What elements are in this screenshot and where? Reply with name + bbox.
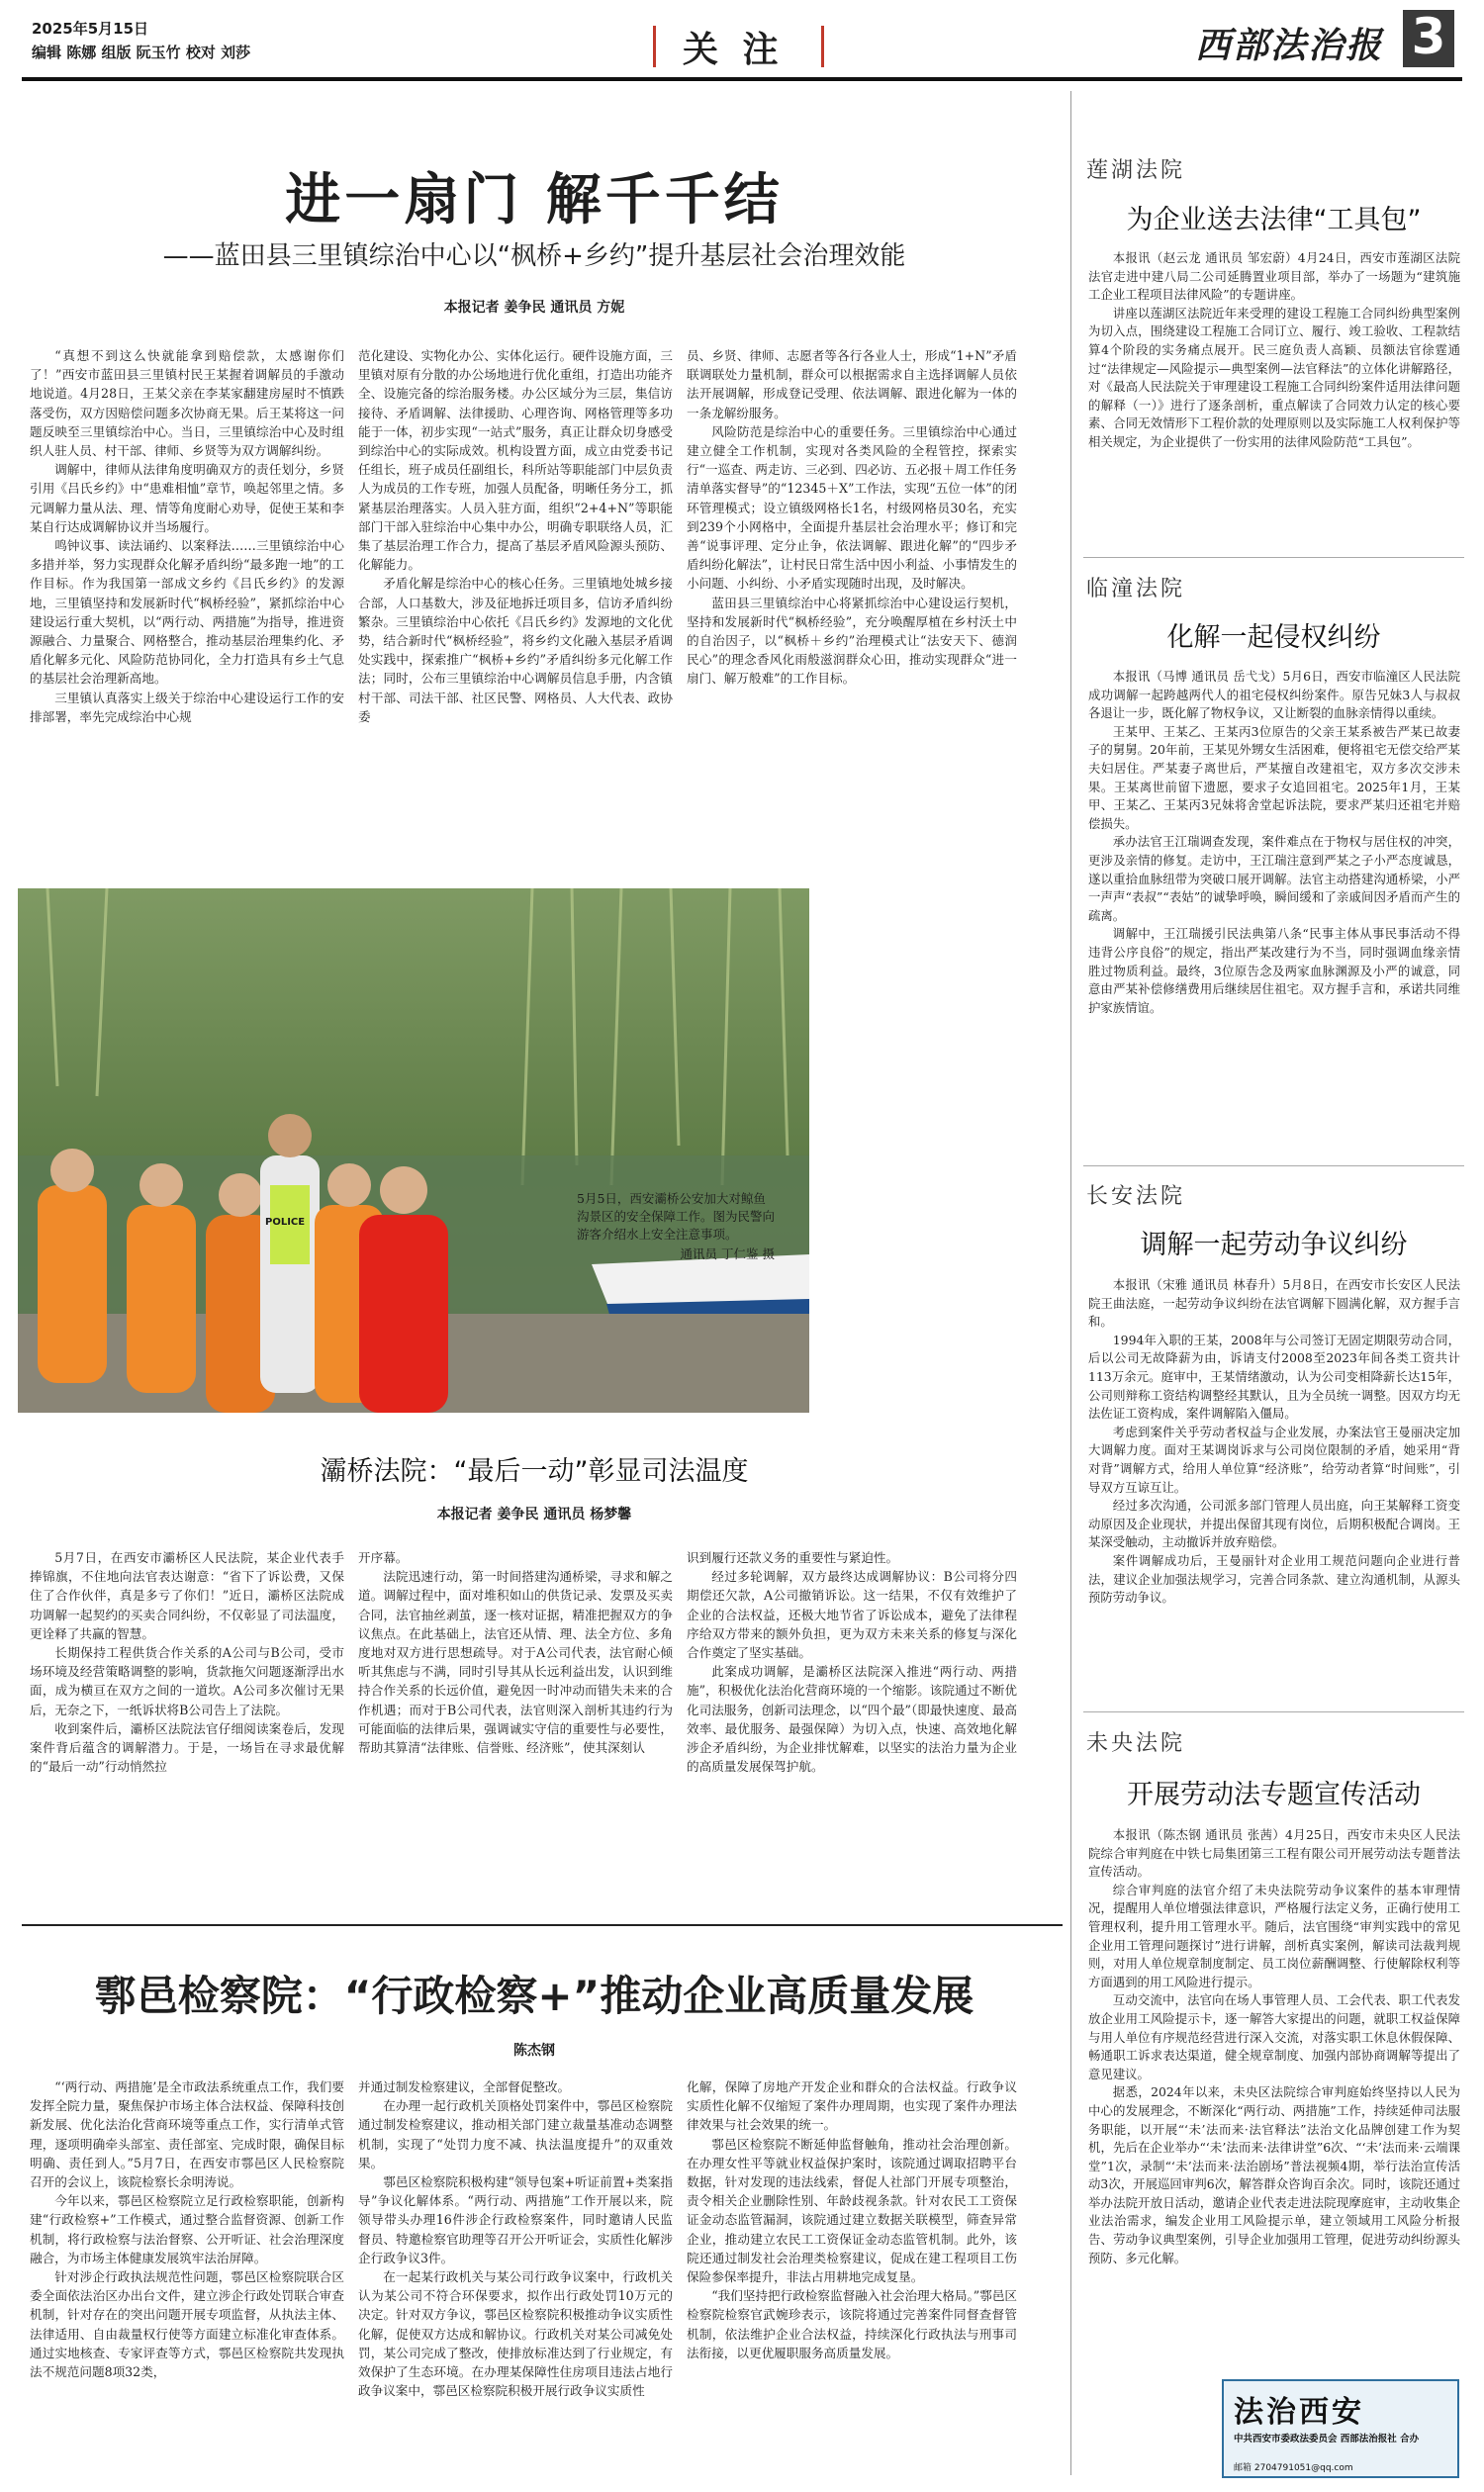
changan-court-label: 长安法院 [1086,1184,1186,1209]
weiyang-paragraph: 互动交流中，法官向在场人事管理人员、工会代表、职工代表发放企业用工风险提示卡，逐一解答大家提出的问题，就职工权益保障与用人单位有序规范经营进行深入交流，对落实职工休息休假保障、畅通职工诉求表达渠道，健全规章制度、加强内部协商调解等提出了意见建议。 [1088,1992,1460,2081]
lead-byline: 本报记者 姜争民 通讯员 方妮 [443,300,625,316]
lead-paragraph: 范化建设、实物化办公、实体化运行。硬件设施方面，三里镇对原有分散的办公场地进行优化重组，打造出功能齐全、设施完备的综治服务楼。办公区域分为三层，集信访接待、矛盾调解、法律援助、心理咨询、网格管理等多功能于一体，初步实现“一站式”服务，真正让群众切身感受到综治中心的实际成效。机构设置方面，成立由党委书记任组长，班子成员任副组长，科所站等职能部门中层负责人为成员的工作专班，加强人员配备，明晰任务分工，抓紧基层治理落实。人员入驻方面，组织“2+4+N”等职能部门干部入驻综治中心集中办公，明确专职联络人员，汇集了基层治理工作合力，提高了基层矛盾风险源头预防、化解能力。 [358,348,673,573]
weiyang-paragraph: 据悉，2024年以来，未央区法院综合审判庭始终坚持以人民为中心的发展理念，不断深化“两行动、两措施”工作，持续延伸司法服务职能，以开展“‘未’法而来·法官释法”法治文化品牌创建工作为契机，先后在企业举办“‘未’法而来·法律讲堂”6次、“‘未’法而来·云端课堂”1次，录制“‘未’法而来·法治剧场”普法视频4期，举行法治宣传活动3次，开展巡回审判6次，解答群众咨询百余次。同时，该院还通过举办法院开放日活动，邀请企业代表走进法院现摩庭审，主动收集企业法治需求，编发企业用工风险提示单，建立领域用工风险分析报告、劳动争议典型案例，引导企业加强用工管理，促进劳动纠纷源头预防、多元化解。 [1088,2084,1460,2265]
baqiao-paragraph: 经过多轮调解，双方最终达成调解协议：B公司将分四期偿还欠款，A公司撤销诉讼。这一结果，不仅有效维护了企业的合法权益，还极大地节省了诉讼成本，避免了法律程序给双方带来的额外负担，更为双方未来关系的修复与深化合作奠定了坚实基础。 [687,1569,1017,1661]
baqiao-title: 灞桥法院：“最后一动”彰显司法温度 [320,1456,749,1487]
ad-publisher: 中共西安市委政法委员会 西部法治报社 合办 [1234,2434,1420,2445]
huyi-title: 鄠邑检察院：“行政检察+”推动企业高质量发展 [94,1972,974,2020]
right-divider [1083,1711,1464,1712]
lead-column-3 [687,346,1017,859]
baqiao-paragraph: 开序幕。 [358,1550,409,1565]
section-divider-right [821,26,824,67]
huyi-paragraph: “我们坚持把行政检察监督融入社会治理大格局。”鄠邑区检察院检察官武婉珍表示，该院将通过完善案件同督查督管机制，依法维护企业合法权益，持续深化行政执法与刑事司法衔接，以更优履职服务高质量发展。 [687,2288,1017,2360]
lintong-body [1088,668,1460,1113]
baqiao-column-3 [687,1548,1017,1914]
huyi-column-2 [358,2077,673,2478]
huyi-column-3 [687,2077,1017,2478]
huyi-paragraph: 今年以来，鄠邑区检察院立足行政检察职能，创新构建“行政检察+”工作模式，通过整合监督资源、创新工作机制，将行政检察与法治督察、公开听证、社会治理深度融合，为市场主体健康发展筑牢法治屏障。 [30,2193,344,2265]
changan-paragraph: 1994年入职的王某，2008年与公司签订无固定期限劳动合同，后以公司无故降薪为由，诉请支付2008至2023年间各类工资共计113万余元。庭审中，王某情绪激动，认为公司变相降薪长达15年，公司则辩称工资结构调整经其默认，且为全员统一调整。因双方均无法佐证工资构成，案件调解陷入僵局。 [1088,1332,1460,1422]
baqiao-paragraph: 长期保持工程供货合作关系的A公司与B公司，受市场环境及经营策略调整的影响，货款拖欠问题逐渐浮出水面，成为横亘在双方之间的一道坎。A公司多次催讨无果后，无奈之下，一纸诉状将B公司告上了法院。 [30,1645,344,1717]
huyi-column-1 [30,2077,344,2478]
changan-body [1088,1276,1460,1672]
baqiao-paragraph: 法院迅速行动，第一时间搭建沟通桥梁，寻求和解之道。调解过程中，面对堆积如山的供货记录、发票及买卖合同，法官抽丝剥茧，逐一核对证据，精准把握双方的争议焦点。在此基础上，法官还从情、理、法全方位、多角度地对双方进行思想疏导。对于A公司代表，法官耐心倾听其焦虑与不满，同时引导其从长远利益出发，认识到维持合作关系的长远价值，避免因一时冲动而错失未来的合作机遇；而对于B公司代表，法官则深入剖析其违约行为可能面临的法律后果，强调诚实守信的重要性与必要性，帮助其算清“法律账、信誉账、经济账”，使其深刻认 [358,1569,673,1756]
changan-paragraph: 本报讯（宋雅 通讯员 林春升）5月8日，在西安市长安区人民法院王曲法庭，一起劳动争议纠纷在法官调解下圆满化解，双方握手言和。 [1088,1277,1460,1330]
baqiao-column-2 [358,1548,673,1914]
changan-title: 调解一起劳动争议纠纷 [1140,1230,1408,1260]
lead-paragraph: 调解中，律师从法律角度明确双方的责任划分，乡贤引用《吕氏乡约》中“患难相恤”章节，唤起邻里之情。多元调解力量从法、理、情等角度耐心劝导，促使王某和李某自行达成调解协议并当场履行。 [30,462,344,534]
huyi-paragraph: 鄠邑区检察院不断延伸监督触角，推动社会治理创新。在办理女性平等就业权益保护案时，该院通过调取招聘平台数据，针对发现的违法线索，督促人社部门开展专项整治，责令相关企业删除性别、年龄歧视条款。针对农民工工资保证金动态监管漏洞，该院通过建立数据关联模型，筛查异常企业，推动建立农民工工资保证金动态监管机制。此外，该院还通过制发社会治理类检察建议，促成在建工程项目工伤保险参保率提升，非法占用耕地完成复垦。 [687,2136,1017,2285]
paper-name-logo: 西部法治报 [1195,25,1384,66]
huyi-byline: 陈杰钢 [513,2043,555,2059]
lead-column-1 [30,346,344,859]
column-divider [1070,91,1071,2475]
lead-paragraph: 鸣钟议事、读法诵约、以案释法……三里镇综治中心多措并举，努力实现群众化解矛盾纠纷“最多跑一地”的工作目标。作为我国第一部成文乡约《吕氏乡约》的发源地，三里镇坚持和发展新时代“枫桥经验”，紧抓综治中心建设运行重大契机，以“两行动、两措施”为指导，推进资源融合、力量聚合、网格整合，推动基层治理集约化、矛盾化解多元化、风险防范协同化，全力打造具有乡土气息的基层社会治理新高地。 [30,538,344,687]
lead-paragraph: 员、乡贤、律师、志愿者等各行各业人士，形成“1+N”矛盾联调联处力量机制，群众可以根据需求自主选择调解人员依法开展调解，形成登记受理、依法调解、跟进化解为一体的一条龙解纷服务。 [687,348,1017,420]
weiyang-paragraph: 综合审判庭的法官介绍了未央法院劳动争议案件的基本审理情况，提醒用人单位增强法律意识，严格履行法定义务，正确行使用工管理权利，提升用工管理水平。随后，法官围绕“审判实践中的常见企业用工管理问题探讨”进行讲解，剖析真实案例，解读司法裁判规则，对用人单位规章制度制定、员工岗位薪酬调整、行使解除权利等方面遇到的用工风险进行提示。 [1088,1882,1460,1989]
lead-paragraph: 三里镇认真落实上级关于综治中心建设运行工作的安排部署，率先完成综治中心规 [30,690,344,724]
baqiao-paragraph: 识到履行还款义务的重要性与紧迫性。 [687,1550,899,1565]
lead-paragraph: “真想不到这么快就能拿到赔偿款，太感谢你们了！”西安市蓝田县三里镇村民王某握着调解员的手激动地说道。4月28日，王某父亲在李某家翻建房屋时不慎跌落受伤，双方因赔偿问题多次协商无果。后王某将这一问题反映至三里镇综治中心。当日，三里镇综治中心及时组织人驻人员、村干部、律师、乡贤等为双方调解纠纷。 [30,348,344,459]
lianhu-court-label: 莲湖法院 [1086,158,1186,183]
changan-paragraph: 考虑到案件关乎劳动者权益与企业发展，办案法官王曼丽决定加大调解力度。面对王某调岗诉求与公司岗位限制的矛盾，她采用“背对背”调解方式，给用人单位算“经济账”，给劳动者算“时间账”，引导双方互谅互让。 [1088,1424,1460,1495]
issue-date: 2025年5月15日 [32,20,149,38]
lead-paragraph: 风险防范是综治中心的重要任务。三里镇综治中心通过建立健全工作机制，实现对各类风险的全程管控，探索实行“一巡查、两走访、三必到、四必访、五必报＋周工作任务清单落实督导”的“12345＋X”工作法，实现“五位一体”的闭环管理模式；设立镇级网格长1名，村级网格员30名，充实到239个小网格中，全面提升基层社会治理水平；修订和完善“说事评理、定分止争，依法调解、跟进化解”的“四步矛盾纠纷化解法”，让村民日常生活中因小利益、小事情发生的小问题、小纠纷、小矛盾实现随时出现，及时解决。 [687,423,1017,592]
lead-title: 进一扇门 解千千结 [285,168,784,232]
weiyang-body [1088,1826,1460,2380]
masthead-rule [22,77,1462,81]
lead-paragraph: 矛盾化解是综治中心的核心任务。三里镇地处城乡接合部，人口基数大，涉及征地拆迁项目多，信访矛盾纠纷繁杂。三里镇综治中心依托《吕氏乡约》发源地的文化优势，结合新时代“枫桥经验”，将乡约文化融入基层矛盾调处实践中，探索推广“枫桥+乡约”矛盾纠纷多元化解工作法；同时，公布三里镇综治中心调解员信息手册，内含镇村干部、司法干部、社区民警、网格员、人大代表、政协委 [358,576,673,724]
changan-paragraph: 案件调解成功后，王曼丽针对企业用工规范问题向企业进行普法，建议企业加强法规学习，完善合同条款、建立沟通机制，从源头预防劳动争议。 [1088,1552,1460,1606]
right-divider [1083,1165,1464,1166]
huyi-paragraph: “‘两行动、两措施’是全市政法系统重点工作，我们要发挥全院力量，聚焦保护市场主体合法权益、保障科技创新发展、优化法治化营商环境等重点工作，实行清单式管理，逐项明确牵头部室、责任部室、完成时限，确保目标明确、责任到人。”5月7日，在西安市鄠邑区人民检察院召开的会议上，该院检察长余明涛说。 [30,2079,344,2190]
section-divider-left [653,26,656,67]
lintong-court-label: 临潼法院 [1086,577,1186,601]
photo-credit: 通讯员 丁仁鉴 摄 [680,1246,775,1261]
baqiao-column-1 [30,1548,344,1914]
baqiao-paragraph: 收到案件后，灞桥区法院法官仔细阅读案卷后，发现案件背后蕴含的调解潜力。于是，一场旨在寻求最优解的“最后一动”行动悄然拉 [30,1720,344,1775]
lintong-title: 化解一起侵权纠纷 [1166,622,1381,653]
ad-contact: 邮箱 2704791051@qq.com [1234,2463,1353,2473]
fazhi-xian-ad [1222,2379,1459,2478]
lintong-paragraph: 承办法官王江瑞调查发现，案件难点在于物权与居住权的冲突，更涉及亲情的修复。走访中，王江瑞注意到严某之子小严态度诚恳，遂以重拾血脉纽带为突破口展开调解。法官主动搭建沟通桥梁，小严一声声“表叔”“表姑”的诚挚呼唤，瞬间缓和了亲戚间因矛盾而产生的疏离。 [1088,834,1460,923]
lintong-paragraph: 调解中，王江瑞援引民法典第八条“民事主体从事民事活动不得违背公序良俗”的规定，指出严某改建行为不当，同时强调血缘亲情胜过物质利益。最终，3位原告念及两家血脉渊源及小严的诚意，同意由严某补偿修缮费用后继续居住祖宅。双方握手言和，承诺共同维护家族情谊。 [1088,926,1460,1015]
lianhu-paragraph: 本报讯（赵云龙 通讯员 邹宏蔚）4月24日，西安市莲湖区法院法官走进中建八局二公司延腾置业项目部，举办了一场题为“建筑施工企业工程项目法律风险”的专题讲座。 [1088,250,1460,303]
lead-column-2 [358,346,673,859]
huyi-paragraph: 在办理一起行政机关顶格处罚案件中，鄠邑区检察院通过制发检察建议，推动相关部门建立裁量基准动态调整机制，实现了“处罚力度不减、执法温度提升”的双重效果。 [358,2098,673,2170]
masthead [0,0,1484,79]
section-rule [22,1924,1063,1926]
photo-caption [577,1190,775,1263]
news-photo [18,888,809,1413]
weiyang-court-label: 未央法院 [1086,1731,1186,1756]
right-divider [1083,557,1464,558]
huyi-paragraph: 针对涉企行政执法规范性问题，鄠邑区检察院联合区委全面依法治区办出台文件，建立涉企行政处罚联合审查机制，针对存在的突出问题开展专项监督，从执法主体、法律适用、自由裁量权行使等方面建立标准化审查体系。通过实地核查、专家评查等方式，鄠邑区检察院共发现执法不规范问题8项32类， [30,2269,344,2380]
huyi-paragraph: 化解，保障了房地产开发企业和群众的合法权益。行政争议实质性化解不仅缩短了案件办理周期，也实现了案件办理法律效果与社会效果的统一。 [687,2079,1017,2133]
baqiao-byline: 本报记者 姜争民 通讯员 杨梦馨 [436,1507,632,1523]
photo-caption-text: 5月5日，西安灞桥公安加大对鲸鱼沟景区的安全保障工作。图为民警向游客介绍水上安全注意事项。 [577,1191,776,1242]
changan-paragraph: 经过多次沟通，公司派多部门管理人员出庭，向王某解释工资变动原因及企业现状，并提出保留其现有岗位，后期积极配合调岗。王某深受触动，主动撤诉并放弃赔偿。 [1088,1498,1460,1550]
weiyang-paragraph: 本报讯（陈杰钢 通讯员 张茜）4月25日，西安市未央区人民法院综合审判庭在中铁七局集团第三工程有限公司开展劳动法专题普法宣传活动。 [1088,1827,1460,1880]
lead-paragraph: 蓝田县三里镇综治中心将紧抓综治中心建设运行契机，坚持和发展新时代“枫桥经验”，充分唤醒厚植在乡村沃土中的自治因子，以“枫桥＋乡约”治理模式让“法安天下、德润民心”的理念香风化雨般滋润群众心田，推动实现群众“进一扇门、解万般难”的工作目标。 [687,595,1017,687]
lianhu-title: 为企业送去法律“工具包” [1126,205,1422,235]
section-label: 关 注 [683,30,785,70]
page-number: 3 [1411,8,1446,65]
ad-title: 法治西安 [1234,2395,1364,2430]
lianhu-body [1088,249,1460,556]
lintong-paragraph: 王某甲、王某乙、王某丙3位原告的父亲王某系被告严某已故妻子的舅舅。20年前，王某见外甥女生活困难，便将祖宅无偿交给严某夫妇居住。严某妻子离世后，严某擅自改建祖宅，双方多次交涉未果。王某离世前留下遗愿，要求子女追回祖宅。2025年1月，王某甲、王某乙、王某丙3兄妹将舍堂起诉法院，要求严某归还祖宅并赔偿损失。 [1088,723,1460,831]
lintong-paragraph: 本报讯（马博 通讯员 岳弋戈）5月6日，西安市临潼区人民法院成功调解一起跨越两代人的祖宅侵权纠纷案件。原告兄妹3人与叔叔各退让一步，既化解了物权争议，又让断裂的血脉亲情得以重续。 [1088,669,1460,721]
huyi-paragraph: 在一起某行政机关与某公司行政争议案中，行政机关认为某公司不符合环保要求，拟作出行政处罚10万元的决定。针对双方争议，鄠邑区检察院积极推动争议实质性化解，促使双方达成和解协议。行政机关对某公司减免处罚，某公司完成了整改，使排放标准达到了行业规定，有效保护了生态环境。在办理某保障性住房项目违法占地行政争议案中，鄠邑区检察院积极开展行政争议实质性 [358,2269,673,2399]
editor-credits: 编辑 陈娜 组版 阮玉竹 校对 刘莎 [32,44,251,61]
baqiao-paragraph: 此案成功调解，是灞桥区法院深入推进“两行动、两措施”，积极优化法治化营商环境的一个缩影。该院通过不断优化司法服务，创新司法理念，以“四个最”（即最快速度、最高效率、最优服务、最强保障）为切入点，快速、高效地化解涉企矛盾纠纷，为企业排忧解难，以坚实的法治力量为企业的高质量发展保驾护航。 [687,1664,1017,1775]
lianhu-paragraph: 讲座以莲湖区法院近年来受理的建设工程施工合同纠纷典型案例为切入点，围绕建设工程施工合同订立、履行、竣工验收、工程款结算4个阶段的实务痛点展开。民三庭负责人高颖、员额法官徐霆通过“法律规定—风险提示—典型案例—法官释法”的立体化讲解路径，对《最高人民法院关于审理建设工程施工合同纠纷案件适用法律问题的解释（一）》进行了逐条剖析，重点解读了合同效力认定的核心要素、合同无效情形下工程价款的处理原则以及实际施工人权利保护等相关规定，为企业提供了一份实用的法律风险防范“工具包”。 [1088,305,1460,449]
huyi-paragraph: 并通过制发检察建议，全部督促整改。 [358,2079,571,2094]
huyi-paragraph: 鄠邑区检察院积极构建“领导包案+听证前置+类案指导”争议化解体系。“两行动、两措施”工作开展以来，院领导带头办理16件涉企行政检察案件，同时邀请人民监督员、特邀检察官助理等召开公开听证会，实质性化解涉企行政争议3件。 [358,2174,673,2265]
lead-subtitle: ——蓝田县三里镇综治中心以“枫桥+乡约”提升基层社会治理效能 [162,241,906,271]
baqiao-paragraph: 5月7日，在西安市灞桥区人民法院，某企业代表手捧锦旗，不住地向法官表达谢意：“省下了诉讼费，又保住了合作伙伴，真是多亏了你们！”近日，灞桥区法院成功调解一起契约的买卖合同纠纷，不仅彰显了司法温度，更诠释了共赢的智慧。 [30,1550,344,1641]
weiyang-title: 开展劳动法专题宣传活动 [1127,1780,1421,1810]
photo-police-badge: POLICE [265,1217,306,1228]
